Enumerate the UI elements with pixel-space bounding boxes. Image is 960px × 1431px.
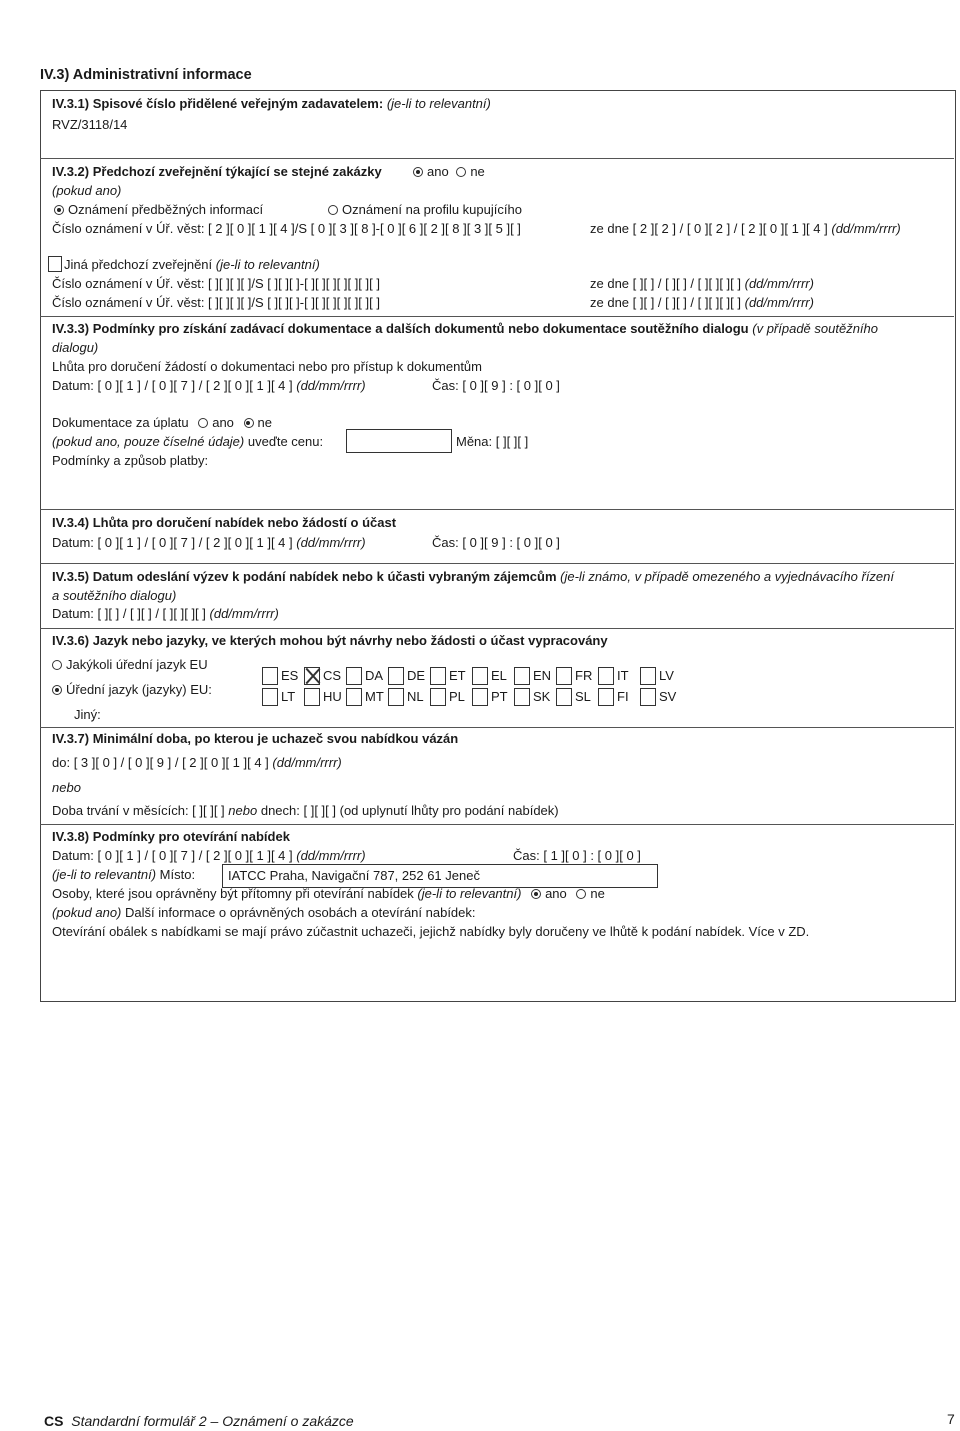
s7-do: do: [ 3 ][ 0 ] / [ 0 ][ 9 ] / [ 2 ][ 0 ][ 1 ][ 4 ] (dd/mm/rrrr)	[52, 755, 342, 770]
radio-yes[interactable]	[413, 167, 423, 177]
lang-label-sk: SK	[533, 689, 551, 704]
lang-label-es: ES	[281, 668, 299, 683]
s5-title: IV.3.5) Datum odeslání výzev k podání nabídek nebo k účasti vybraným zájemcům (je-li známo, v případě omezeného a vyjednávacího řízení	[52, 569, 895, 584]
s3-title: IV.3.3) Podmínky pro získání zadávací dokumentace a dalších dokumentů nebo dokumentace soutěžního dialogu (v případě soutěžního	[52, 321, 878, 336]
section-title: IV.3) Administrativní informace	[40, 67, 252, 83]
radio-persons-yes[interactable]	[531, 889, 541, 899]
s6-title: IV.3.6) Jazyk nebo jazyky, ve kterých mohou být návrhy nebo žádosti o účast vypracovány	[52, 633, 608, 648]
s8-place: (je-li to relevantní) Místo:	[52, 867, 196, 882]
lang-checkbox-et[interactable]	[430, 667, 446, 685]
lang-label-pl: PL	[449, 689, 465, 704]
lang-checkbox-sv[interactable]	[640, 688, 656, 706]
price-input[interactable]	[346, 429, 452, 453]
divider	[40, 316, 954, 317]
lang-label-mt: MT	[365, 689, 384, 704]
footer-title: CS Standardní formulář 2 – Oznámení o zakázce	[44, 1413, 354, 1429]
s8-text: Otevírání obálek s nabídkami se mají právo zúčastnit uchazeči, jejichž nabídky byly doručeny ve lhůtě k podání nabídek. Více v ZD.	[52, 924, 810, 939]
place-input[interactable]	[222, 864, 658, 888]
lang-checkbox-lt[interactable]	[262, 688, 278, 706]
page-number: 7	[947, 1411, 955, 1427]
lang-checkbox-it[interactable]	[598, 667, 614, 685]
lang-label-da: DA	[365, 668, 384, 683]
lang-label-pt: PT	[491, 689, 508, 704]
s4-cas: Čas: [ 0 ][ 9 ] : [ 0 ][ 0 ]	[432, 535, 560, 550]
lang-checkbox-sl[interactable]	[556, 688, 572, 706]
s8-datum: Datum: [ 0 ][ 1 ] / [ 0 ][ 7 ] / [ 2 ][ 0 ][ 1 ][ 4 ] (dd/mm/rrrr)	[52, 848, 366, 863]
lang-label-lv: LV	[659, 668, 674, 683]
lang-label-el: EL	[491, 668, 507, 683]
radio-persons-no[interactable]	[576, 889, 586, 899]
s2-opt1: Oznámení předběžných informací	[54, 202, 263, 217]
divider	[40, 628, 954, 629]
radio-buyer-profile[interactable]	[328, 205, 338, 215]
lang-label-en: EN	[533, 668, 552, 683]
s7-duration: Doba trvání v měsících: [ ][ ][ ] nebo dnech: [ ][ ][ ] (od uplynutí lhůty pro podání nabídek)	[52, 803, 559, 818]
divider	[40, 727, 954, 728]
radio-prior-info[interactable]	[54, 205, 64, 215]
s5-datum: Datum: [ ][ ] / [ ][ ] / [ ][ ][ ][ ] (dd/mm/rrrr)	[52, 606, 279, 621]
lang-checkbox-pl[interactable]	[430, 688, 446, 706]
lang-label-fr: FR	[575, 668, 593, 683]
s2-row3-label: Číslo oznámení v Úř. věst: [ ][ ][ ][ ]/S [ ][ ][ ]-[ ][ ][ ][ ][ ][ ][ ]	[52, 295, 380, 310]
s2-note: (pokud ano)	[52, 183, 122, 198]
s3-line1: Lhůta pro doručení žádostí o dokumentaci nebo pro přístup k dokumentům	[52, 359, 482, 374]
s7-title: IV.3.7) Minimální doba, po kterou je uchazeč svou nabídkou vázán	[52, 731, 459, 746]
lang-label-fi: FI	[617, 689, 629, 704]
s3-conditions: Podmínky a způsob platby:	[52, 453, 209, 468]
s2-row1-date: ze dne [ 2 ][ 2 ] / [ 0 ][ 2 ] / [ 2 ][ 0 ][ 1 ][ 4 ] (dd/mm/rrrr)	[590, 221, 901, 236]
divider	[40, 824, 954, 825]
s2-title: IV.3.2) Předchozí zveřejnění týkající se stejné zakázky	[52, 164, 382, 179]
s3-paid: Dokumentace za úplatu ano ne	[52, 415, 273, 430]
lang-checkbox-da[interactable]	[346, 667, 362, 685]
lang-checkbox-pt[interactable]	[472, 688, 488, 706]
lang-label-hu: HU	[323, 689, 342, 704]
s8-more-info: (pokud ano) Další informace o oprávněných osobách a otevírání nabídek:	[52, 905, 476, 920]
lang-label-nl: NL	[407, 689, 424, 704]
s6-opt-any: Jakýkoli úřední jazyk EU	[52, 657, 208, 672]
s2-row1-label: Číslo oznámení v Úř. věst: [ 2 ][ 0 ][ 1 ][ 4 ]/S [ 0 ][ 3 ][ 8 ]-[ 0 ][ 6 ][ 2 ][ 8 ][ 3 ][ 5 ][ ]	[52, 221, 521, 236]
radio-paid-yes[interactable]	[198, 418, 208, 428]
lang-checkbox-fr[interactable]	[556, 667, 572, 685]
lang-checkbox-el[interactable]	[472, 667, 488, 685]
lang-checkbox-nl[interactable]	[388, 688, 404, 706]
s3-title-note2: dialogu)	[52, 340, 99, 355]
place-value: IATCC Praha, Navigační 787, 252 61 Jeneč	[228, 868, 480, 883]
radio-any-language[interactable]	[52, 660, 62, 670]
lang-checkbox-es[interactable]	[262, 667, 278, 685]
radio-no[interactable]	[456, 167, 466, 177]
lang-checkbox-en[interactable]	[514, 667, 530, 685]
s8-persons: Osoby, které jsou oprávněny být přítomny při otevírání nabídek (je-li to relevantní) ano ne	[52, 886, 605, 901]
lang-label-lt: LT	[281, 689, 296, 704]
s2-other: Jiná předchozí zveřejnění (je-li to relevantní)	[48, 256, 320, 272]
lang-checkbox-sk[interactable]	[514, 688, 530, 706]
lang-checkbox-mt[interactable]	[346, 688, 362, 706]
radio-official-language[interactable]	[52, 685, 62, 695]
lang-checkbox-de[interactable]	[388, 667, 404, 685]
s2-row3-date: ze dne [ ][ ] / [ ][ ] / [ ][ ][ ][ ] (dd/mm/rrrr)	[590, 295, 814, 310]
lang-checkbox-cs[interactable]	[304, 667, 320, 685]
s2-yes-no: ano ne	[413, 164, 485, 179]
lang-checkbox-fi[interactable]	[598, 688, 614, 706]
lang-label-sv: SV	[659, 689, 677, 704]
divider	[40, 563, 954, 564]
s2-opt2: Oznámení na profilu kupujícího	[328, 202, 522, 217]
lang-label-de: DE	[407, 668, 426, 683]
s5-note2: a soutěžního dialogu)	[52, 588, 177, 603]
s3-price: (pokud ano, pouze číselné údaje) uveďte cenu:	[52, 434, 324, 449]
lang-label-et: ET	[449, 668, 466, 683]
lang-label-it: IT	[617, 668, 629, 683]
s7-nebo: nebo	[52, 780, 81, 795]
s2-row2-date: ze dne [ ][ ] / [ ][ ] / [ ][ ][ ][ ] (dd/mm/rrrr)	[590, 276, 814, 291]
s8-title: IV.3.8) Podmínky pro otevírání nabídek	[52, 829, 290, 844]
s3-currency: Měna: [ ][ ][ ]	[456, 434, 529, 449]
lang-checkbox-hu[interactable]	[304, 688, 320, 706]
radio-paid-no[interactable]	[244, 418, 254, 428]
s1-title: IV.3.1) Spisové číslo přidělené veřejným zadavatelem: (je-li to relevantní)	[52, 96, 491, 111]
s3-cas: Čas: [ 0 ][ 9 ] : [ 0 ][ 0 ]	[432, 378, 560, 393]
s3-datum: Datum: [ 0 ][ 1 ] / [ 0 ][ 7 ] / [ 2 ][ 0 ][ 1 ][ 4 ] (dd/mm/rrrr)	[52, 378, 366, 393]
s6-opt-official: Úřední jazyk (jazyky) EU:	[52, 682, 212, 697]
s2-row2-label: Číslo oznámení v Úř. věst: [ ][ ][ ][ ]/S [ ][ ][ ]-[ ][ ][ ][ ][ ][ ][ ]	[52, 276, 380, 291]
divider	[40, 509, 954, 510]
s4-datum: Datum: [ 0 ][ 1 ] / [ 0 ][ 7 ] / [ 2 ][ 0 ][ 1 ][ 4 ] (dd/mm/rrrr)	[52, 535, 366, 550]
lang-checkbox-lv[interactable]	[640, 667, 656, 685]
lang-label-cs: CS	[323, 668, 342, 683]
s1-value: RVZ/3118/14	[52, 117, 128, 132]
s8-cas: Čas: [ 1 ][ 0 ] : [ 0 ][ 0 ]	[513, 848, 641, 863]
lang-label-sl: SL	[575, 689, 591, 704]
s6-other: Jiný:	[74, 707, 101, 722]
s4-title: IV.3.4) Lhůta pro doručení nabídek nebo žádostí o účast	[52, 515, 397, 530]
other-checkbox[interactable]	[48, 256, 62, 272]
divider	[40, 158, 954, 159]
